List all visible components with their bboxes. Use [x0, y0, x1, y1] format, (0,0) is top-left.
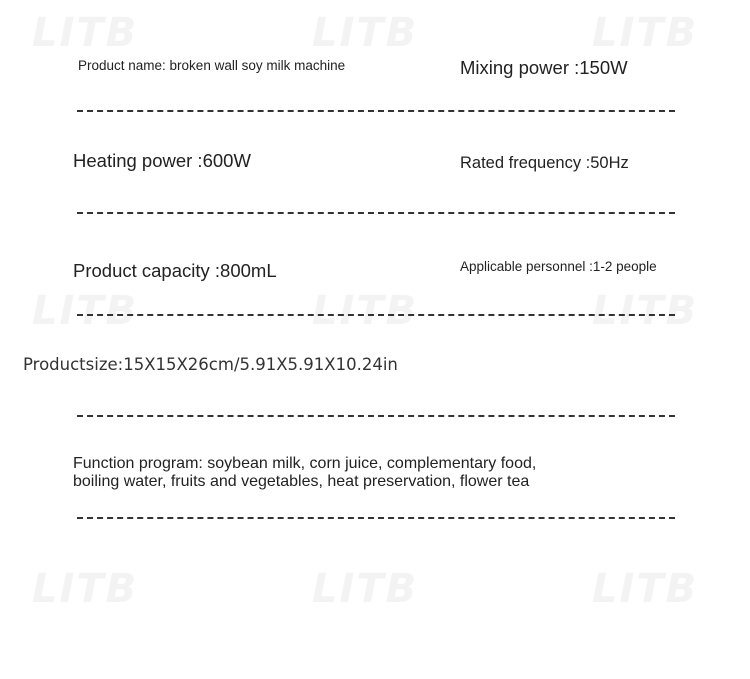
watermark-logo: LITB	[32, 288, 139, 334]
dashed-divider	[77, 415, 675, 417]
applicable-personnel-text: Applicable personnel :1-2 people	[460, 259, 657, 274]
mixing-power-text: Mixing power :150W	[460, 57, 628, 78]
dashed-divider	[77, 212, 675, 214]
function-program-line-2: boiling water, fruits and vegetables, heat preservation, flower tea	[73, 473, 530, 490]
function-program-line-1: Function program: soybean milk, corn juice, complementary food,	[73, 455, 537, 472]
product-capacity-text: Product capacity :800mL	[73, 260, 277, 281]
watermark-logo: LITB	[592, 566, 699, 612]
watermark-logo: LITB	[592, 10, 699, 56]
watermark-logo: LITB	[32, 10, 139, 56]
product-name-text: Product name: broken wall soy milk machine	[78, 58, 346, 73]
watermark-logo: LITB	[312, 10, 419, 56]
product-size-text: Productsize:15X15X26cm/5.91X5.91X10.24in	[23, 355, 398, 374]
dashed-divider	[77, 314, 675, 316]
watermark-logo: LITB	[592, 288, 699, 334]
rated-frequency-text: Rated frequency :50Hz	[460, 154, 629, 172]
watermark-logo: LITB	[312, 566, 419, 612]
heating-power-text: Heating power :600W	[73, 150, 251, 171]
dashed-divider	[77, 517, 675, 519]
watermark-logo: LITB	[32, 566, 139, 612]
watermark-logo: LITB	[312, 288, 419, 334]
dashed-divider	[77, 110, 675, 112]
